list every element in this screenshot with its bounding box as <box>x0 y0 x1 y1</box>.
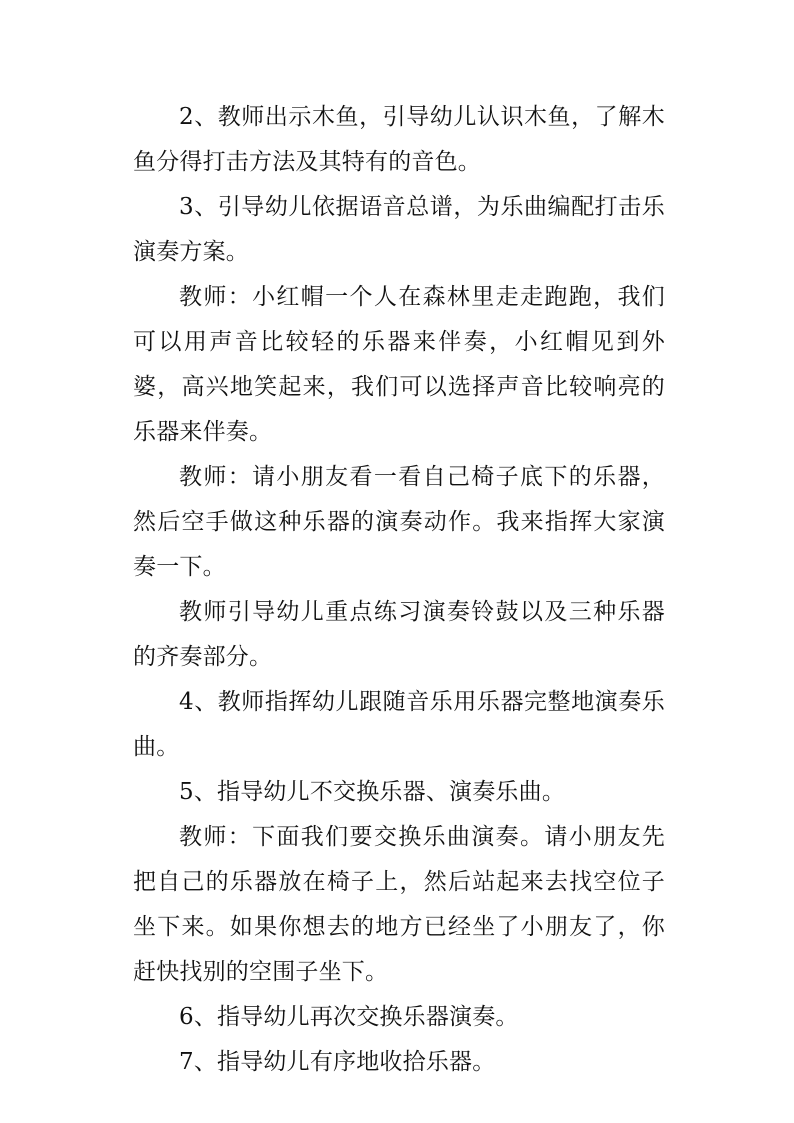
paragraph-step-3: 3、引导幼儿依据语音总谱，为乐曲编配打击乐演奏方案。 <box>133 194 665 265</box>
paragraph-step-6: 6、指导幼儿再次交换乐器演奏。 <box>179 1004 519 1030</box>
paragraph-step-2: 2、教师出示木鱼，引导幼儿认识木鱼，了解木鱼分得打击方法及其特有的音色。 <box>133 104 665 175</box>
paragraph-teacher-guidance: 教师引导幼儿重点练习演奏铃鼓以及三种乐器的齐奏部分。 <box>133 599 665 670</box>
paragraph-teacher-speech-3: 教师：下面我们要交换乐曲演奏。请小朋友先把自己的乐器放在椅子上，然后站起来去找空位子坐下来。如果你想去的地方已经坐了小朋友了，你赶快找别的空围子坐下。 <box>133 824 665 985</box>
paragraph-step-4: 4、教师指挥幼儿跟随音乐用乐器完整地演奏乐曲。 <box>133 689 665 760</box>
paragraph-teacher-speech-2: 教师：请小朋友看一看自己椅子底下的乐器，然后空手做这种乐器的演奏动作。我来指挥大家演奏一下。 <box>133 464 665 580</box>
paragraph-step-5: 5、指导幼儿不交换乐器、演奏乐曲。 <box>179 779 566 805</box>
paragraph-teacher-speech-1: 教师：小红帽一个人在森林里走走跑跑，我们可以用声音比较轻的乐器来伴奏，小红帽见到外婆，高兴地笑起来，我们可以选择声音比较响亮的乐器来伴奏。 <box>133 284 665 445</box>
paragraph-step-7: 7、指导幼儿有序地收拾乐器。 <box>179 1049 496 1075</box>
document-body <box>133 95 665 1085</box>
